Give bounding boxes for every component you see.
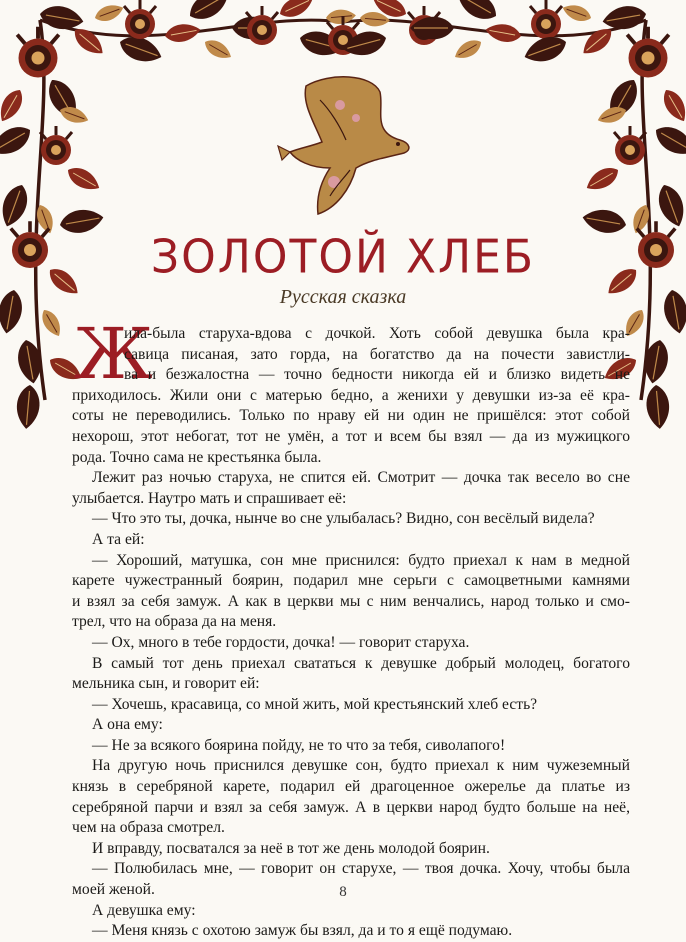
text-line: А она ему: [92,716,163,734]
text-line: — Хочешь, красавица, со мной жить, мой крестьянский хлеб есть? [92,695,538,713]
text-line: В самый тот день приехал свататься к девушке добрый молодец, богатого [92,654,630,672]
text-line: карете чужестранный боярин, подарил мне серьги с самоцветными камнями [72,572,630,590]
text-line: моей женой. [72,881,155,899]
story-text [72,313,630,942]
text-line: и взял за себя замуж. А как в церкви мы с ним венчались, народ только и смо- [72,592,630,610]
text-line: И вправду, посватался за неё в тот же день молодой боярин. [92,839,490,857]
page-title: ЗОЛОТОЙ ХЛЕБ [150,230,536,285]
text-line: Лежит раз ночью старуха, не спится ей. Смотрит — дочка так весело во сне [92,469,630,487]
text-line: А та ей: [92,530,145,548]
page-subtitle: Русская сказка [279,286,407,308]
story-body [72,468,630,942]
page-number: 8 [339,884,347,900]
text-line: серебряной парчи и взял за себя замуж. А в церкви народ будто больше на неё, [72,798,630,816]
text-line: — Что это ты, дочка, нынче во сне улыбалась? Видно, сон весёлый видела? [92,510,595,528]
text-line: мельника сын, и говорит ей: [72,675,260,693]
text-line: улыбается. Наутро мать и спрашивает её: [72,489,347,507]
text-line: чем на образа смотрел. [72,819,225,837]
text-line: ва и безжалостна — точно бедности никогда ей и близко видеть не [124,366,630,384]
text-line: приходилось. Жили они с матерью бедно, а женихи у девушки из-за её кра- [72,386,630,404]
text-line: ила-была старуха-вдова с дочкой. Хоть собой девушка была кра- [124,325,630,342]
text-line: рода. Точно сама не крестьянка была. [72,448,322,466]
text-line: трел, что на образа да на меня. [72,613,277,631]
text-line: — Ох, много в тебе гордости, дочка! — говорит старуха. [92,633,470,651]
text-line: князь в серебряной карете, подарил ей драгоценное ожерелье да платье из [72,778,630,796]
text-line: нехорош, этот небогат, тот не умён, а тот и всем бы взял — да из мужицкого [72,427,630,445]
text-line: соты не переводились. Только по нраву ей ни один не пришёлся: этот собой [72,407,630,425]
text-line: савица писаная, зато горда, на богатство да на почести завистли- [124,345,630,363]
text-line: — Хороший, матушка, сон мне приснился: будто приехал к нам в медной [92,551,630,569]
drop-cap: Ж [74,313,153,395]
text-line: — Меня князь с охотою замуж бы взял, да и то я ещё подумаю. [92,922,513,940]
text-line: — Не за всякого боярина пойду, не то что за тебя, сиволапого! [92,736,506,754]
text-line: — Полюбилась мне, — говорит он старухе, — твоя дочка. Хочу, чтобы была [92,860,630,878]
golden-bird-icon [278,77,409,214]
text-line: А девушка ему: [92,901,196,919]
text-line: На другую ночь приснился девушке сон, будто приехал к ним чужеземный [92,757,630,775]
